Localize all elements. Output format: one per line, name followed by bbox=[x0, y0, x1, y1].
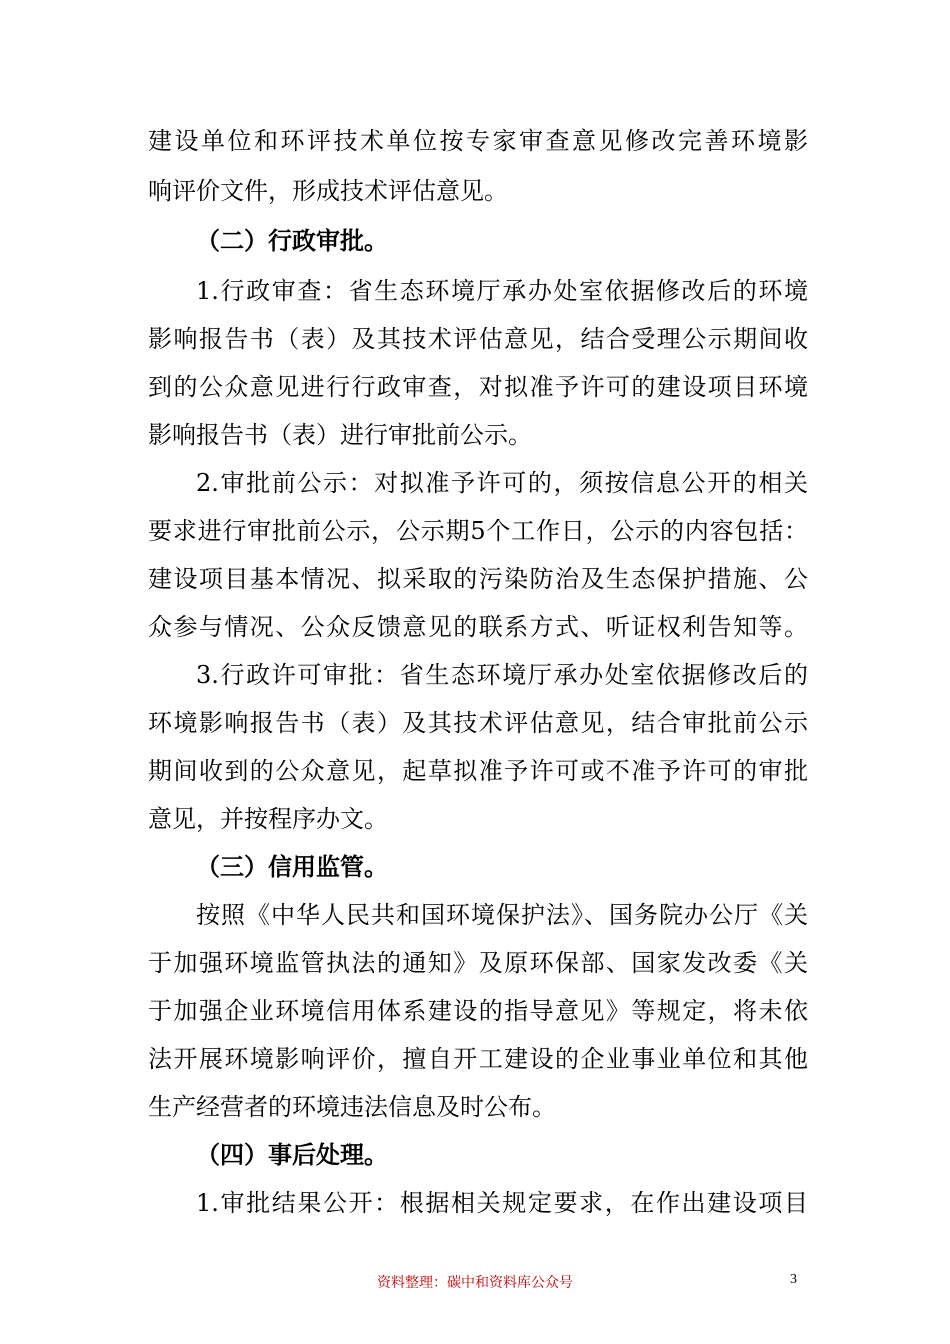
section-heading-post-processing: （四）事后处理。 bbox=[196, 1140, 388, 1169]
text-line: 1.审批结果公开：根据相关规定要求，在作出建设项目 bbox=[196, 1189, 808, 1217]
text-line: 建设项目基本情况、拟采取的污染防治及生态保护措施、公 bbox=[148, 565, 808, 593]
text-line: 1.行政审查：省生态环境厅承办处室依据修改后的环境 bbox=[196, 277, 808, 305]
text-line: 2.审批前公示：对拟准予许可的，须按信息公开的相关 bbox=[196, 469, 808, 497]
text-line: 建设单位和环评技术单位按专家审查意见修改完善环境影 bbox=[148, 127, 808, 155]
text-line: 生产经营者的环境违法信息及时公布。 bbox=[148, 1093, 556, 1121]
footer-source-note: 资料整理：碳中和资料库公众号 bbox=[377, 1275, 573, 1291]
page-number: 3 bbox=[790, 1272, 797, 1287]
text-line: 环境影响报告书（表）及其技术评估意见，结合审批前公示 bbox=[148, 709, 808, 737]
text-line: 要求进行审批前公示，公示期5个工作日，公示的内容包括： bbox=[148, 517, 808, 545]
text-line: 意见，并按程序办文。 bbox=[148, 805, 388, 833]
text-line: 响评价文件，形成技术评估意见。 bbox=[148, 177, 508, 205]
text-line: 于加强环境监管执法的通知》及原环保部、国家发改委《关 bbox=[148, 949, 808, 977]
section-heading-credit-supervision: （三）信用监管。 bbox=[196, 852, 388, 881]
text-line: 众参与情况、公众反馈意见的联系方式、听证权利告知等。 bbox=[148, 613, 808, 641]
text-line: 按照《中华人民共和国环境保护法》、国务院办公厅《关 bbox=[196, 901, 808, 929]
text-line: 于加强企业环境信用体系建设的指导意见》等规定，将未依 bbox=[148, 997, 808, 1025]
text-line: 影响报告书（表）进行审批前公示。 bbox=[148, 421, 532, 449]
section-heading-administrative-approval: （二）行政审批。 bbox=[196, 226, 388, 255]
text-line: 期间收到的公众意见，起草拟准予许可或不准予许可的审批 bbox=[148, 757, 808, 785]
text-line: 影响报告书（表）及其技术评估意见，结合受理公示期间收 bbox=[148, 325, 808, 353]
text-line: 到的公众意见进行行政审查，对拟准予许可的建设项目环境 bbox=[148, 373, 808, 401]
text-line: 法开展环境影响评价，擅自开工建设的企业事业单位和其他 bbox=[148, 1045, 808, 1073]
text-line: 3.行政许可审批：省生态环境厅承办处室依据修改后的 bbox=[196, 661, 808, 689]
